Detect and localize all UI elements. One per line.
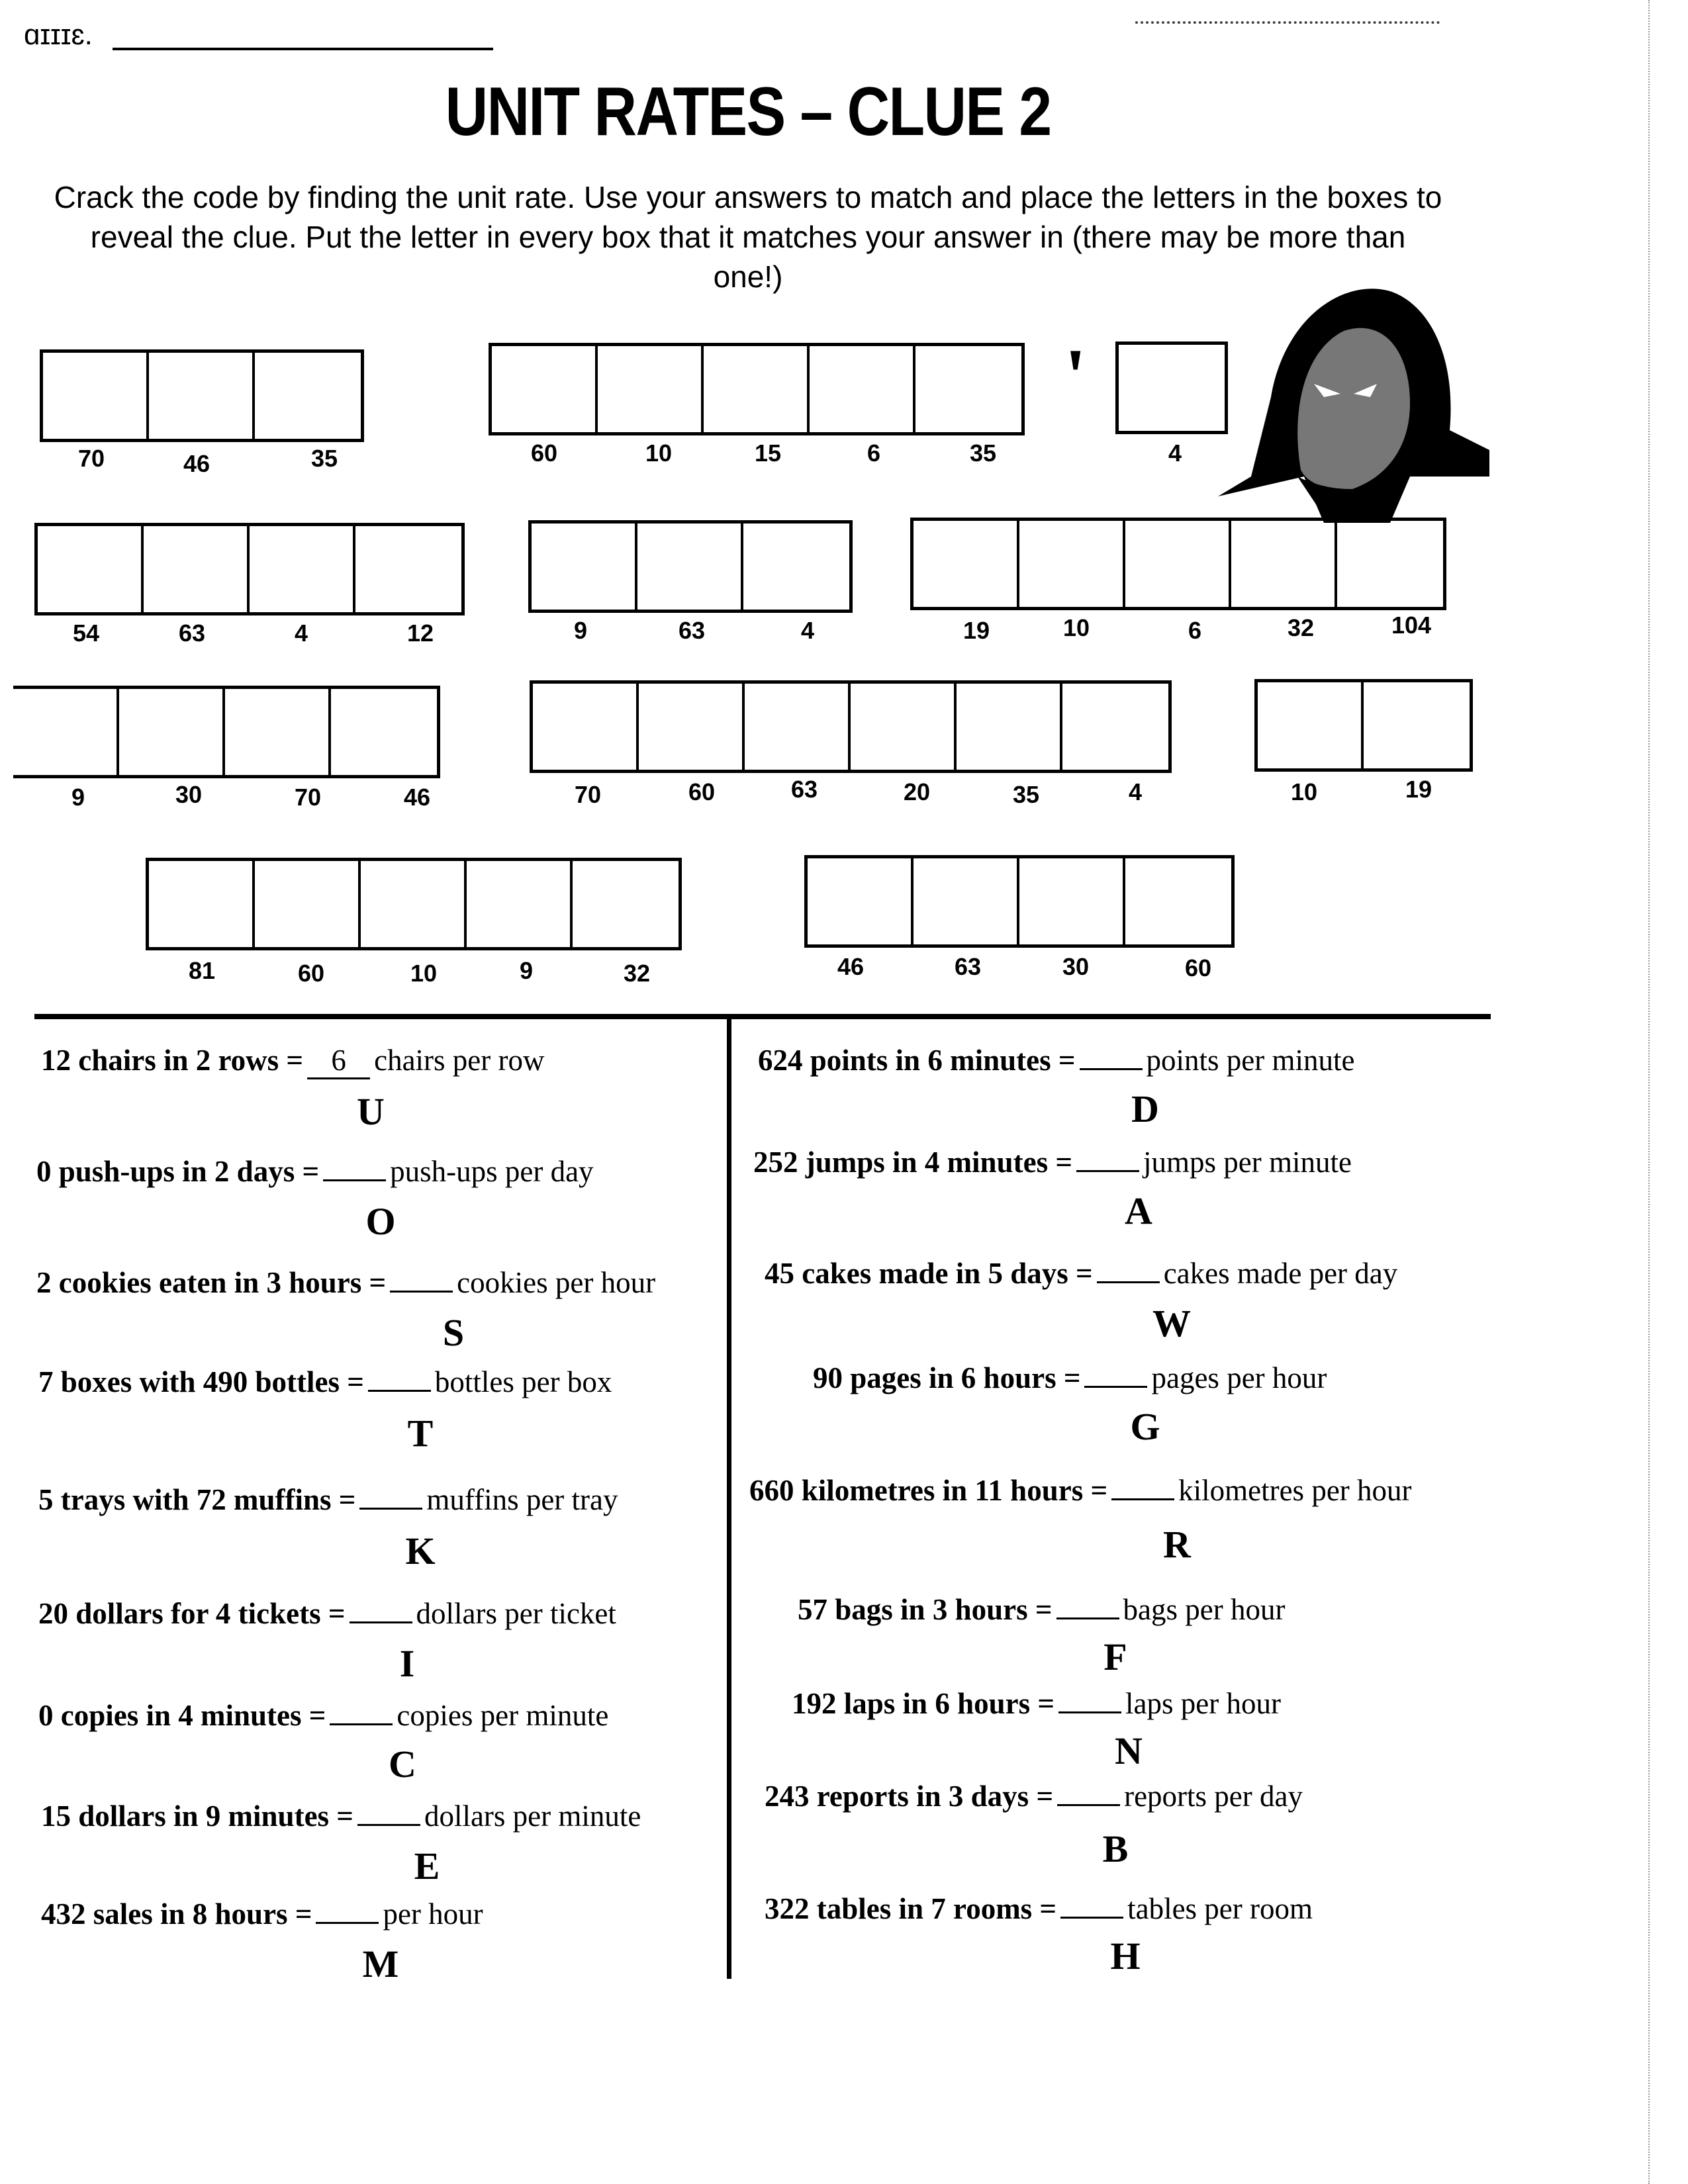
answer-blank[interactable]: 6 xyxy=(307,1043,370,1079)
answer-blank[interactable] xyxy=(1084,1386,1147,1388)
problem-unit: jumps per minute xyxy=(1143,1146,1352,1179)
box-number: 9 xyxy=(573,617,588,644)
problem-letter: I xyxy=(399,1642,415,1685)
problem-letter: N xyxy=(1115,1729,1143,1772)
answer-box[interactable] xyxy=(533,684,639,770)
answer-word-5 xyxy=(528,520,853,613)
problem-unit: per hour xyxy=(383,1897,483,1931)
answer-box[interactable] xyxy=(492,346,598,432)
box-number: 10 xyxy=(645,439,673,467)
box-number: 12 xyxy=(406,619,434,647)
problem-n xyxy=(792,1686,1281,1721)
answer-blank[interactable] xyxy=(390,1291,453,1293)
answer-box[interactable] xyxy=(743,523,849,610)
answer-blank[interactable] xyxy=(330,1723,393,1725)
problem-w xyxy=(765,1256,1397,1291)
answer-box[interactable] xyxy=(1062,684,1168,770)
problem-f xyxy=(798,1592,1285,1627)
answer-word-2 xyxy=(489,343,1025,435)
box-number: 9 xyxy=(71,784,85,811)
answer-box[interactable] xyxy=(808,858,914,944)
answer-box[interactable] xyxy=(1258,682,1364,768)
problem-o xyxy=(36,1154,594,1189)
answer-blank[interactable] xyxy=(323,1179,386,1181)
problem-question: 20 dollars for 4 tickets = xyxy=(38,1597,346,1630)
problem-e xyxy=(41,1799,641,1833)
problem-t xyxy=(38,1365,612,1399)
box-number: 10 xyxy=(410,960,438,987)
section-divider xyxy=(34,1014,1491,1019)
box-number: 32 xyxy=(623,960,651,987)
box-number: 63 xyxy=(954,953,982,980)
problem-question: 0 copies in 4 minutes = xyxy=(38,1699,326,1732)
problem-letter: G xyxy=(1130,1405,1160,1448)
answer-box[interactable] xyxy=(1125,521,1231,607)
answer-blank[interactable] xyxy=(1076,1170,1139,1172)
answer-box[interactable] xyxy=(467,861,573,947)
problem-question: 12 chairs in 2 rows = xyxy=(41,1044,304,1077)
apostrophe-mark: ' xyxy=(1064,332,1087,420)
answer-word-9 xyxy=(1254,679,1473,772)
answer-word-4 xyxy=(34,523,465,615)
problem-g xyxy=(813,1361,1327,1395)
box-number: 4 xyxy=(1128,778,1143,805)
box-number: 32 xyxy=(1287,614,1315,641)
box-number: 46 xyxy=(403,784,431,811)
problem-unit: copies per minute xyxy=(397,1699,609,1732)
problem-letter: F xyxy=(1103,1635,1127,1678)
problem-a xyxy=(753,1145,1352,1179)
problem-question: 7 boxes with 490 bottles = xyxy=(38,1365,364,1398)
problem-r xyxy=(749,1473,1412,1508)
problem-unit: kilometres per hour xyxy=(1178,1474,1412,1507)
answer-box[interactable] xyxy=(1125,858,1231,944)
name-label: ɑɪɪɪɛ. xyxy=(24,19,93,51)
answer-box[interactable] xyxy=(144,526,250,612)
answer-box[interactable] xyxy=(355,526,461,612)
box-number: 63 xyxy=(678,617,706,644)
problem-b xyxy=(765,1779,1303,1813)
problem-question: 660 kilometres in 11 hours = xyxy=(749,1474,1108,1507)
problem-letter: H xyxy=(1110,1934,1141,1978)
answer-box[interactable] xyxy=(851,684,957,770)
answer-blank[interactable] xyxy=(1057,1804,1120,1806)
problem-question: 624 points in 6 minutes = xyxy=(758,1044,1076,1077)
box-number: 54 xyxy=(72,619,100,647)
box-number: 46 xyxy=(837,953,865,980)
problem-unit: tables per room xyxy=(1127,1892,1313,1925)
instructions: Crack the code by finding the unit rate. Use your answers to match and place the letters in the boxes to reveal the clue. Put the letter in every box that it matches your answer in (there may be more than one!) xyxy=(54,180,1442,294)
problem-unit: laps per hour xyxy=(1125,1687,1281,1720)
problem-question: 15 dollars in 9 minutes = xyxy=(41,1799,353,1833)
answer-box[interactable] xyxy=(149,861,255,947)
answer-box[interactable] xyxy=(1119,345,1225,431)
problem-d xyxy=(758,1043,1354,1077)
answer-box[interactable] xyxy=(255,353,361,439)
answer-blank[interactable] xyxy=(316,1922,379,1924)
answer-box[interactable] xyxy=(1019,521,1125,607)
answer-box[interactable] xyxy=(915,346,1021,432)
answer-word-3 xyxy=(1115,341,1228,434)
problem-i xyxy=(38,1596,616,1631)
answer-blank[interactable] xyxy=(1097,1281,1160,1283)
answer-box[interactable] xyxy=(639,684,745,770)
answer-box[interactable] xyxy=(225,689,331,775)
problem-letter: E xyxy=(414,1844,440,1888)
problem-letter: B xyxy=(1102,1827,1129,1870)
box-number: 4 xyxy=(800,617,815,644)
answer-box[interactable] xyxy=(361,861,467,947)
answer-box[interactable] xyxy=(957,684,1062,770)
faded-header-text xyxy=(1135,21,1440,24)
answer-blank[interactable] xyxy=(1056,1617,1119,1619)
answer-word-8 xyxy=(530,680,1172,773)
answer-box[interactable] xyxy=(38,526,144,612)
box-number: 19 xyxy=(1405,776,1432,803)
problem-unit: bottles per box xyxy=(434,1365,612,1398)
problem-question: 5 trays with 72 muffins = xyxy=(38,1483,356,1516)
answer-box[interactable] xyxy=(1019,858,1125,944)
answer-box[interactable] xyxy=(810,346,915,432)
name-field[interactable] xyxy=(113,48,493,50)
problem-letter: S xyxy=(442,1311,465,1354)
box-number: 70 xyxy=(574,781,602,808)
box-number: 15 xyxy=(754,439,782,467)
box-number: 60 xyxy=(688,778,716,805)
box-number: 70 xyxy=(77,445,105,472)
problem-letter: W xyxy=(1152,1302,1191,1345)
box-number: 30 xyxy=(175,781,203,808)
problem-question: 2 cookies eaten in 3 hours = xyxy=(36,1266,387,1299)
problem-letter: D xyxy=(1131,1087,1159,1130)
box-number: 104 xyxy=(1391,612,1432,639)
problem-unit: cookies per hour xyxy=(457,1266,656,1299)
problem-unit: dollars per minute xyxy=(424,1799,641,1833)
column-divider xyxy=(727,1019,731,1979)
answer-box[interactable] xyxy=(914,858,1019,944)
problem-question: 192 laps in 6 hours = xyxy=(792,1687,1055,1720)
answer-box[interactable] xyxy=(532,523,637,610)
problem-question: 57 bags in 3 hours = xyxy=(798,1593,1053,1626)
box-number: 35 xyxy=(1012,781,1040,808)
answer-box[interactable] xyxy=(331,689,437,775)
answer-word-6 xyxy=(910,518,1446,610)
problem-letter: T xyxy=(407,1412,434,1455)
problem-unit: bags per hour xyxy=(1123,1593,1286,1626)
problem-letter: R xyxy=(1163,1523,1191,1566)
answer-box[interactable] xyxy=(1364,682,1470,768)
problem-unit: push-ups per day xyxy=(390,1155,594,1188)
box-number: 10 xyxy=(1062,614,1090,641)
answer-box[interactable] xyxy=(745,684,851,770)
box-number: 19 xyxy=(962,617,990,644)
problem-question: 45 cakes made in 5 days = xyxy=(765,1257,1093,1290)
answer-blank[interactable] xyxy=(1080,1068,1143,1070)
problem-letter: M xyxy=(362,1942,399,1985)
problem-m xyxy=(41,1897,483,1931)
box-number: 60 xyxy=(297,960,325,987)
answer-word-1 xyxy=(40,349,364,442)
answer-blank[interactable] xyxy=(368,1390,431,1392)
problem-unit: chairs per row xyxy=(374,1044,545,1077)
page-edge xyxy=(1648,0,1650,2184)
problem-unit: points per minute xyxy=(1146,1044,1355,1077)
answer-box[interactable] xyxy=(250,526,355,612)
answer-box[interactable] xyxy=(13,689,119,775)
problem-letter: C xyxy=(389,1743,416,1786)
answer-box[interactable] xyxy=(255,861,361,947)
problem-letter: K xyxy=(405,1529,436,1572)
box-number: 81 xyxy=(188,957,216,984)
problem-question: 0 push-ups in 2 days = xyxy=(36,1155,320,1188)
problem-unit: dollars per ticket xyxy=(416,1597,616,1630)
answer-blank[interactable] xyxy=(1060,1917,1123,1919)
box-number: 35 xyxy=(310,445,338,472)
box-number: 6 xyxy=(867,439,881,467)
box-number: 10 xyxy=(1290,778,1318,805)
answer-blank[interactable] xyxy=(1058,1711,1121,1713)
box-number: 4 xyxy=(294,619,308,647)
problem-unit: reports per day xyxy=(1124,1780,1303,1813)
answer-word-11 xyxy=(804,855,1235,948)
problem-question: 432 sales in 8 hours = xyxy=(41,1897,312,1931)
answer-blank[interactable] xyxy=(357,1824,420,1826)
hooded-figure-icon xyxy=(1192,278,1489,523)
answer-box[interactable] xyxy=(149,353,255,439)
box-number: 35 xyxy=(969,439,997,467)
answer-word-7 xyxy=(13,686,440,778)
problem-s xyxy=(36,1265,655,1300)
box-number: 70 xyxy=(294,784,322,811)
box-number: 9 xyxy=(519,957,534,984)
problem-question: 322 tables in 7 rooms = xyxy=(765,1892,1057,1925)
answer-box[interactable] xyxy=(637,523,743,610)
page-title: UNIT RATES – CLUE 2 xyxy=(445,73,1051,150)
answer-box[interactable] xyxy=(573,861,679,947)
problem-unit: muffins per tray xyxy=(426,1483,618,1516)
problem-letter: A xyxy=(1125,1189,1152,1232)
problem-k xyxy=(38,1482,618,1517)
box-number: 63 xyxy=(178,619,206,647)
problem-question: 243 reports in 3 days = xyxy=(765,1780,1054,1813)
answer-blank[interactable] xyxy=(1111,1498,1174,1500)
answer-box[interactable] xyxy=(1231,521,1337,607)
answer-box[interactable] xyxy=(914,521,1019,607)
answer-box[interactable] xyxy=(119,689,225,775)
answer-box[interactable] xyxy=(704,346,810,432)
answer-word-10 xyxy=(146,858,682,950)
problem-u xyxy=(41,1043,544,1079)
answer-blank[interactable] xyxy=(350,1621,412,1623)
box-number: 30 xyxy=(1062,953,1090,980)
problem-question: 90 pages in 6 hours = xyxy=(813,1361,1081,1394)
problem-unit: pages per hour xyxy=(1151,1361,1327,1394)
answer-box[interactable] xyxy=(1337,521,1443,607)
problem-c xyxy=(38,1698,608,1733)
problem-h xyxy=(765,1891,1313,1926)
box-number: 60 xyxy=(1184,954,1212,981)
problem-letter: U xyxy=(357,1090,385,1133)
box-number: 4 xyxy=(1168,439,1182,467)
box-number: 20 xyxy=(903,778,931,805)
box-number: 60 xyxy=(530,439,558,467)
box-number: 6 xyxy=(1188,617,1202,644)
box-number: 63 xyxy=(790,776,818,803)
problem-unit: cakes made per day xyxy=(1163,1257,1398,1290)
problem-letter: O xyxy=(365,1200,396,1243)
box-number: 46 xyxy=(183,450,211,477)
answer-box[interactable] xyxy=(43,353,149,439)
problem-question: 252 jumps in 4 minutes = xyxy=(753,1146,1072,1179)
answer-blank[interactable] xyxy=(359,1508,422,1510)
answer-box[interactable] xyxy=(598,346,704,432)
